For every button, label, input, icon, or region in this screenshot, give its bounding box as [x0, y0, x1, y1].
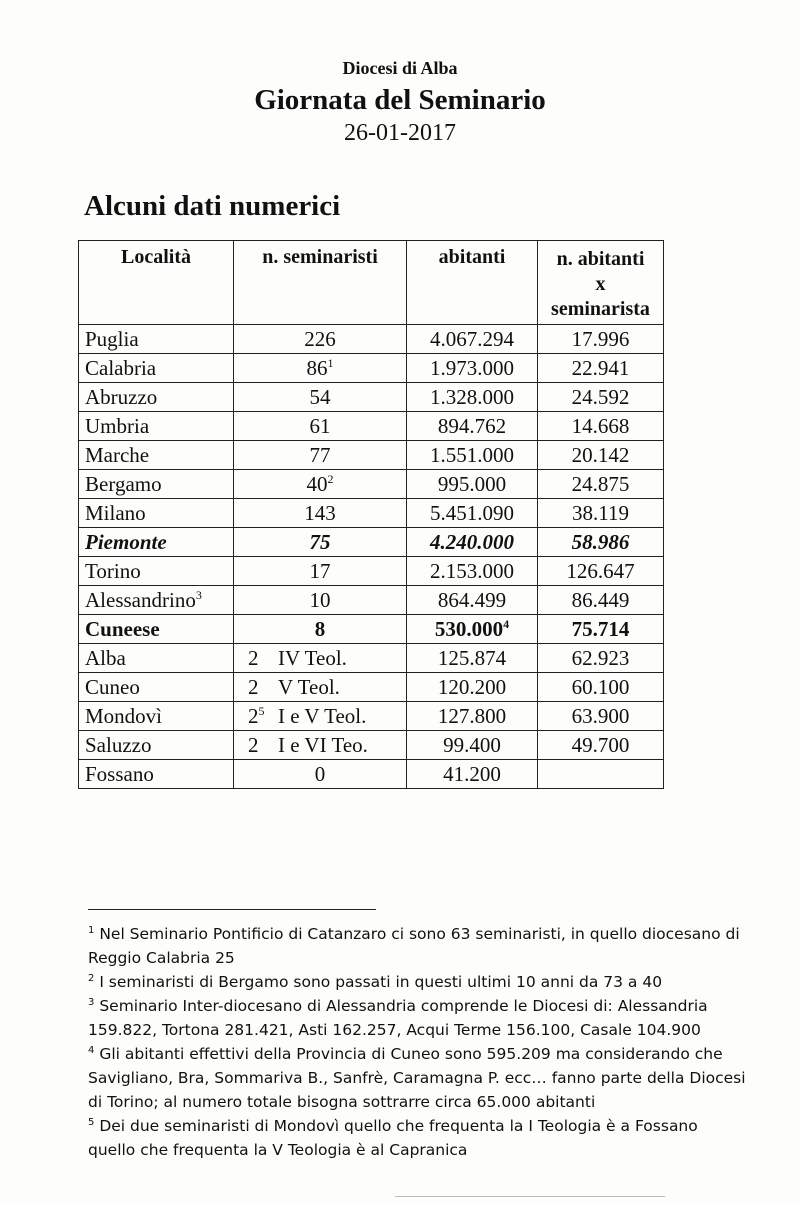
- ratio-text: 20.142: [571, 442, 630, 467]
- footnote-text: I seminaristi di Bergamo sono passati in questi ultimi 10 anni da 73 a 40: [99, 973, 663, 991]
- footnote: [88, 994, 748, 1042]
- header-ratio-line3: seminarista: [551, 298, 650, 320]
- header-ratio-line1: n. abitanti: [556, 248, 645, 270]
- seminaristi-text: 143: [304, 500, 336, 525]
- footnote-number: 1: [88, 924, 95, 936]
- localita-text: Piemonte: [85, 529, 167, 554]
- cell-localita: [79, 673, 234, 702]
- seminaristi-text: 2: [248, 732, 259, 757]
- table-row: [79, 731, 664, 760]
- cell-abitanti: [407, 528, 538, 557]
- table-row: [79, 383, 664, 412]
- cell-localita: [79, 499, 234, 528]
- cell-localita: [79, 644, 234, 673]
- localita-text: Calabria: [85, 355, 157, 380]
- cell-abitanti: [407, 354, 538, 383]
- cell-ratio: [538, 760, 664, 789]
- abitanti-text: 120.200: [437, 674, 507, 699]
- cell-abitanti: [407, 644, 538, 673]
- footnote-text: Nel Seminario Pontificio di Catanzaro ci sono 63 seminaristi, in quello diocesano di Reggio Calabria 25: [88, 925, 740, 967]
- document-title: Giornata del Seminario: [254, 84, 546, 116]
- localita-text: Cuneo: [85, 674, 140, 699]
- abitanti-text: 995.000: [437, 471, 507, 496]
- abitanti-text: 1.551.000: [430, 442, 514, 467]
- abitanti-text: 1.328.000: [430, 384, 514, 409]
- abitanti-text: 41.200: [443, 761, 501, 786]
- cell-abitanti: [407, 673, 538, 702]
- cell-seminaristi: [234, 412, 407, 441]
- abitanti-text: 1.973.000: [430, 355, 514, 380]
- cell-abitanti: [407, 731, 538, 760]
- seminaristi-count: [248, 645, 278, 670]
- cell-seminaristi: [234, 644, 407, 673]
- cell-ratio: [538, 615, 664, 644]
- ratio-text: 24.875: [571, 471, 630, 496]
- localita-text: Milano: [85, 500, 146, 525]
- cell-ratio: [538, 644, 664, 673]
- seminaristi-text: 17: [309, 558, 331, 583]
- seminaristi-count: [248, 674, 278, 699]
- localita-text: Bergamo: [85, 471, 162, 496]
- ratio-text: 17.996: [571, 326, 630, 351]
- ratio-text: 14.668: [571, 413, 630, 438]
- cell-abitanti: [407, 441, 538, 470]
- footnote-text: Seminario Inter-diocesano di Alessandria comprende le Diocesi di: Alessandria 159.822, Tortona 281.421, Asti 162.257, Acqui Terme 156.100, Casale 104.900: [88, 997, 708, 1039]
- cell-localita: [79, 731, 234, 760]
- diocese-name: Diocesi di Alba: [342, 58, 458, 78]
- footnote-number: 4: [88, 1044, 95, 1056]
- seminaristi-text: 0: [314, 761, 326, 786]
- abitanti-text: 530.000: [434, 616, 504, 641]
- ratio-text: 63.900: [571, 703, 630, 728]
- cell-localita: [79, 615, 234, 644]
- table-row: [79, 470, 664, 499]
- ratio-text: 38.119: [572, 500, 629, 525]
- cell-abitanti: [407, 557, 538, 586]
- table-row: [79, 557, 664, 586]
- table-row: [79, 528, 664, 557]
- footnote-ref: 2: [327, 471, 334, 486]
- seminaristi-text: 75: [309, 529, 331, 554]
- cell-seminaristi: [234, 586, 407, 615]
- cell-localita: [79, 383, 234, 412]
- cell-ratio: [538, 673, 664, 702]
- cell-seminaristi: [234, 383, 407, 412]
- abitanti-text: 894.762: [437, 413, 507, 438]
- footnote-separator: [88, 909, 376, 910]
- footnote-ref: 3: [195, 587, 202, 602]
- header-seminaristi: n. seminaristi: [234, 241, 407, 325]
- cell-ratio: [538, 731, 664, 760]
- cell-ratio: [538, 586, 664, 615]
- seminaristi-text: 2: [248, 703, 259, 728]
- seminaristi-text: 10: [309, 587, 331, 612]
- table-body: [79, 325, 664, 789]
- footnote: [88, 922, 748, 970]
- cell-ratio: [538, 499, 664, 528]
- cell-ratio: [538, 441, 664, 470]
- cell-seminaristi: [234, 528, 407, 557]
- localita-text: Cuneese: [85, 616, 160, 641]
- cell-ratio: [538, 383, 664, 412]
- cell-seminaristi: [234, 325, 407, 354]
- abitanti-text: 99.400: [443, 732, 501, 757]
- footnote-text: Dei due seminaristi di Mondovì quello che frequenta la I Teologia è a Fossano quello che frequenta la V Teologia è al Capranica: [88, 1117, 698, 1159]
- abitanti-text: 127.800: [437, 703, 507, 728]
- footnote-ref: 1: [327, 355, 334, 370]
- cell-seminaristi: [234, 615, 407, 644]
- footnote-number: 2: [88, 972, 95, 984]
- cell-seminaristi: [234, 441, 407, 470]
- localita-text: Mondovì: [85, 703, 163, 728]
- seminaristi-text: 2: [248, 674, 259, 699]
- header-localita: Località: [79, 241, 234, 325]
- table-row: [79, 441, 664, 470]
- cell-seminaristi: [234, 470, 407, 499]
- header-abitanti: abitanti: [407, 241, 538, 325]
- cell-localita: [79, 412, 234, 441]
- table-row: [79, 499, 664, 528]
- table-row: [79, 615, 664, 644]
- footnote: [88, 1114, 748, 1162]
- section-title: Alcuni dati numerici: [84, 190, 341, 222]
- cell-localita: [79, 470, 234, 499]
- scan-edge-line: [395, 1196, 665, 1197]
- cell-localita: [79, 586, 234, 615]
- seminaristi-year: I e VI Teo.: [278, 732, 368, 757]
- table-row: [79, 644, 664, 673]
- footnote: [88, 970, 748, 994]
- seminaristi-year: I e V Teol.: [278, 703, 367, 728]
- cell-seminaristi: [234, 760, 407, 789]
- cell-ratio: [538, 325, 664, 354]
- localita-text: Alessandrino: [85, 587, 196, 612]
- cell-seminaristi: [234, 702, 407, 731]
- table-row: [79, 702, 664, 731]
- table-row: [79, 325, 664, 354]
- cell-abitanti: [407, 499, 538, 528]
- footnote-ref: 4: [503, 616, 510, 631]
- footnote-number: 3: [88, 996, 95, 1008]
- localita-text: Saluzzo: [85, 732, 152, 757]
- abitanti-text: 864.499: [437, 587, 507, 612]
- abitanti-text: 5.451.090: [430, 500, 514, 525]
- cell-abitanti: [407, 470, 538, 499]
- ratio-text: 75.714: [571, 616, 630, 641]
- cell-seminaristi: [234, 499, 407, 528]
- cell-seminaristi: [234, 354, 407, 383]
- footnotes: [88, 922, 748, 1162]
- seminaristi-text: 61: [309, 413, 331, 438]
- ratio-text: 60.100: [571, 674, 630, 699]
- cell-localita: [79, 354, 234, 383]
- header-ratio-line2: x: [595, 273, 606, 295]
- footnote-number: 5: [88, 1116, 95, 1128]
- ratio-text: 126.647: [566, 558, 635, 583]
- abitanti-text: 4.240.000: [430, 529, 514, 554]
- seminaristi-text: 86: [306, 355, 328, 380]
- cell-ratio: [538, 557, 664, 586]
- seminaristi-year: IV Teol.: [278, 645, 347, 670]
- cell-localita: [79, 325, 234, 354]
- table-row: [79, 586, 664, 615]
- cell-abitanti: [407, 615, 538, 644]
- ratio-text: 62.923: [571, 645, 630, 670]
- cell-abitanti: [407, 383, 538, 412]
- localita-text: Abruzzo: [85, 384, 158, 409]
- cell-ratio: [538, 528, 664, 557]
- seminaristi-text: 40: [306, 471, 328, 496]
- cell-seminaristi: [234, 557, 407, 586]
- footnote-ref: 5: [258, 703, 265, 718]
- table-row: [79, 673, 664, 702]
- ratio-text: 24.592: [571, 384, 630, 409]
- cell-localita: [79, 760, 234, 789]
- cell-ratio: [538, 354, 664, 383]
- cell-localita: [79, 441, 234, 470]
- abitanti-text: 125.874: [437, 645, 507, 670]
- cell-ratio: [538, 702, 664, 731]
- localita-text: Fossano: [85, 761, 154, 786]
- seminaristi-text: 2: [248, 645, 259, 670]
- cell-localita: [79, 557, 234, 586]
- localita-text: Alba: [85, 645, 126, 670]
- cell-localita: [79, 702, 234, 731]
- seminaristi-text: 226: [304, 326, 336, 351]
- data-table: [78, 240, 664, 789]
- cell-ratio: [538, 470, 664, 499]
- cell-localita: [79, 528, 234, 557]
- ratio-text: 22.941: [571, 355, 630, 380]
- seminaristi-count: [248, 732, 278, 757]
- cell-abitanti: [407, 325, 538, 354]
- cell-abitanti: [407, 586, 538, 615]
- table-row: [79, 760, 664, 789]
- cell-seminaristi: [234, 731, 407, 760]
- cell-abitanti: [407, 760, 538, 789]
- cell-ratio: [538, 412, 664, 441]
- localita-text: Torino: [85, 558, 141, 583]
- seminaristi-year: V Teol.: [278, 674, 340, 699]
- table-header-row: [79, 241, 664, 325]
- header-ratio: [538, 241, 664, 325]
- cell-abitanti: [407, 702, 538, 731]
- table-row: [79, 412, 664, 441]
- abitanti-text: 4.067.294: [430, 326, 514, 351]
- footnote-text: Gli abitanti effettivi della Provincia di Cuneo sono 595.209 ma considerando che Savigliano, Bra, Sommariva B., Sanfrè, Caramagna P. ecc… fanno parte della Diocesi di Torino; al numero totale bisogna sottrarre circa 65.000 abitanti: [88, 1045, 746, 1111]
- seminaristi-text: 54: [309, 384, 331, 409]
- table-row: [79, 354, 664, 383]
- seminaristi-count: [248, 703, 278, 728]
- ratio-text: 58.986: [571, 529, 630, 554]
- footnote: [88, 1042, 748, 1114]
- ratio-text: 86.449: [571, 587, 630, 612]
- abitanti-text: 2.153.000: [430, 558, 514, 583]
- ratio-text: 49.700: [571, 732, 630, 757]
- seminaristi-text: 77: [309, 442, 331, 467]
- localita-text: Marche: [85, 442, 150, 467]
- seminaristi-text: 8: [314, 616, 326, 641]
- localita-text: Puglia: [85, 326, 139, 351]
- document-date: 26-01-2017: [344, 120, 456, 146]
- localita-text: Umbria: [85, 413, 150, 438]
- cell-abitanti: [407, 412, 538, 441]
- cell-seminaristi: [234, 673, 407, 702]
